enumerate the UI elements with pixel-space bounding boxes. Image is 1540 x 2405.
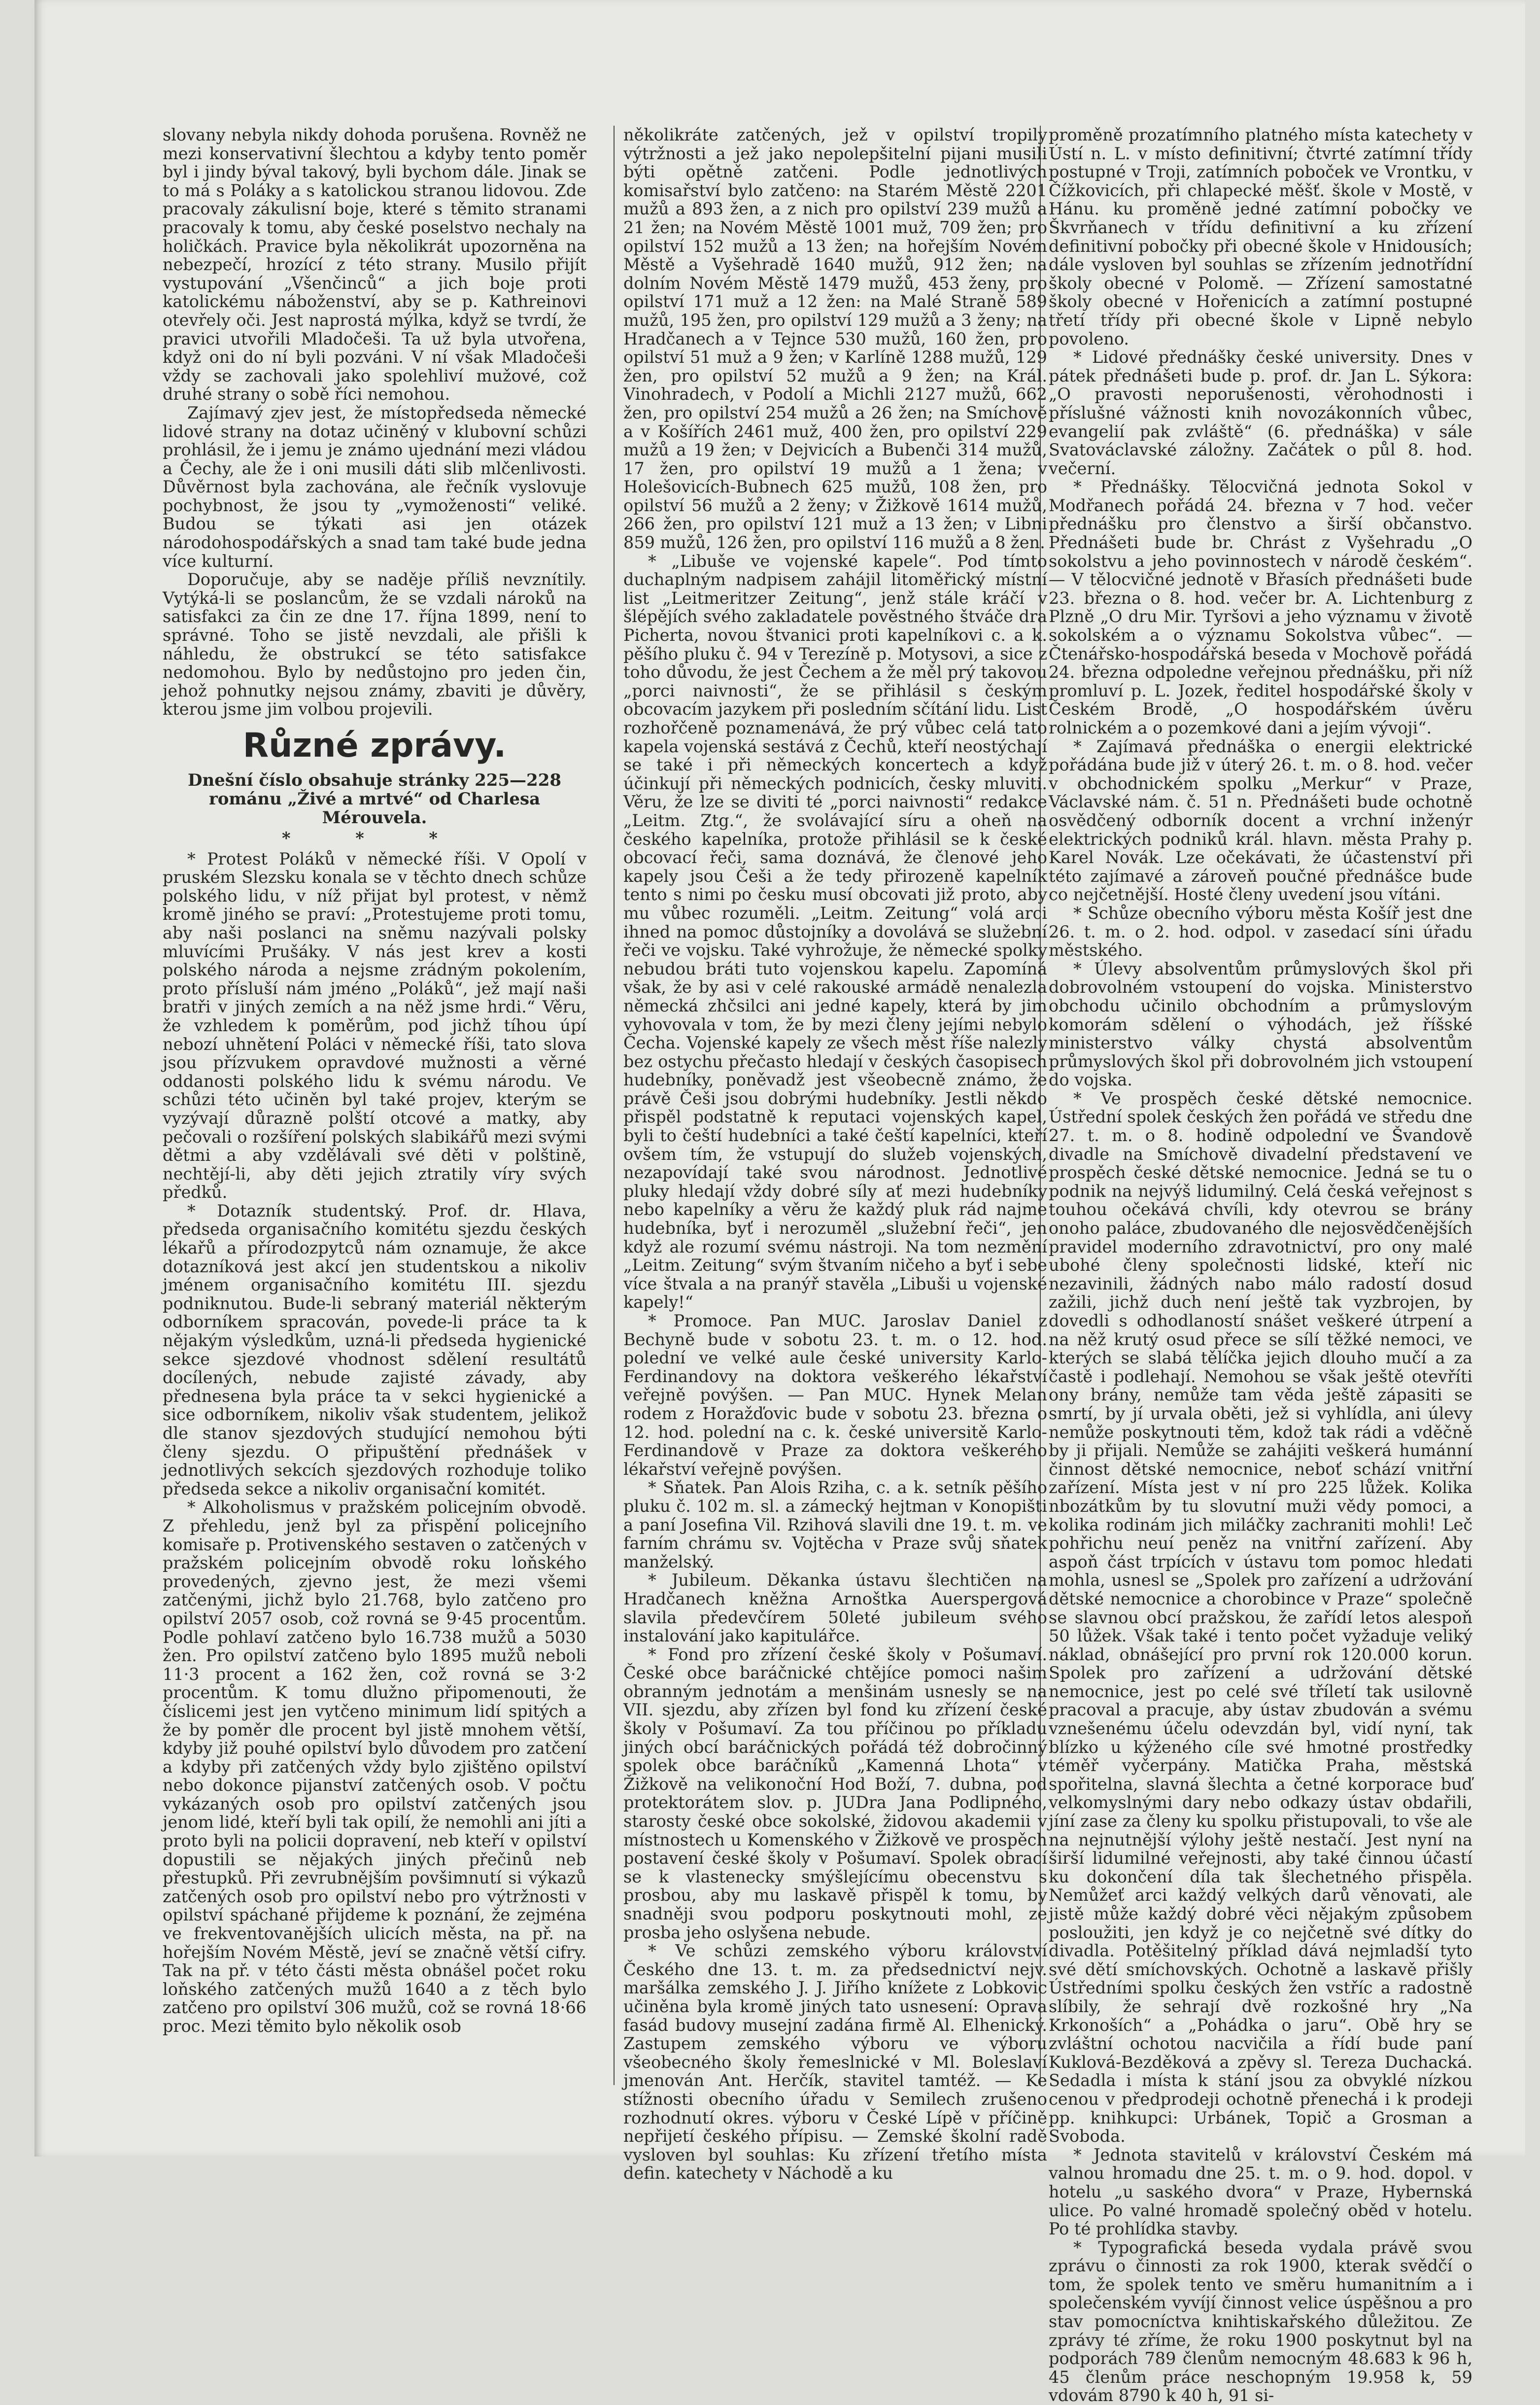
- column-3: [1049, 125, 1472, 2405]
- news-item: * Dotazník studentský. Prof. dr. Hlava, předseda organisačního komitétu sjezdu českých lékařů a přírodozpytců nám oznamuje, že akce dotazníková jest akcí jen studentskou a nikoliv jménem organisačního komitétu III. sjezdu podniknutou. Bude-li sebraný materiál některým odborníkem spracován, povede-li práce ta k nějakým výsledkům, uzná-li předseda hygienické sekce sjezdové vhodnost sdělení resultátů docílených, nebude zajisté závady, aby přednesena byla práce ta v sekci hygienické a sice odborníkem, nikoliv však studentem, jelikož dle stanov sjezdových studující nemohou býti členy sjezdu. O připuštění přednášek v jednotlivých sekcích sjezdových rozhoduje toliko předseda sekce a nikoliv organisační komitét.: [163, 1201, 586, 1499]
- news-item: * Lidové přednášky české university. Dnes v pátek přednášeti bude p. prof. dr. Jan L. Sýkora: „O pravosti neporušenosti, věrohodnosti i příslušné vážnosti knih novozákonních vůbec, evangelií pak zvláště“ (6. přednáška) v sále Svatováclavské záložny. Začátek o půl 8. hod. večerní.: [1049, 348, 1472, 478]
- column-rule: [614, 126, 615, 2085]
- news-item: proměně prozatímního platného místa katechety v Ústí n. L. v místo definitivní; čtvrté zatímní třídy postupné v Troji, zatímních poboček ve Vrontku, v Čížkovicích, při chlapecké měšť. škole v Mostě, v Hánu. ku proměně jedné zatímní pobočky ve Škvrňanech v třídu definitivní a ku zřízení definitivní pobočky při obecné škole v Hnidousích; dále vysloven byl souhlas se zřízením jednotřídní školy obecné v Polomě. — Zřízení samostatné školy obecné v Hořenicích a zatímní postupné třetí třídy při obecné škole v Lipně nebylo povoleno.: [1049, 125, 1472, 349]
- news-item: několikráte zatčených, jež v opilství tropily výtržnosti a jež jako nepolepšitelní pijani musili býti opětně zatčeni. Podle jednotlivých komisařství bylo zatčeno: na Starém Městě 2201 mužů a 893 žen, a z nich pro opilství 239 mužů a 21 žen; na Novém Městě 1001 muž, 709 žen; pro opilství 152 mužů a 13 žen; na hořejším Novém Městě a Vyšehradě 1640 mužů, 912 žen; na dolním Novém Městě 1479 mužů, 453 ženy, pro opilství 171 muž a 12 žen: na Malé Straně 589 mužů, 195 žen, pro opilství 129 mužů a 3 ženy; na Hradčanech a v Tejnce 530 mužů, 160 žen, pro opilství 51 muž a 9 žen; v Karlíně 1288 mužů, 129 žen, pro opilství 52 mužů a 9 žen; na Král. Vinohradech, v Podolí a Michli 2127 mužů, 662 žen, pro opilství 254 mužů a 26 žen; na Smíchově a v Košířích 2461 muž, 400 žen, pro opilství 229 mužů a 19 žen; v Dejvicích a Bubenči 314 mužů, 17 žen, pro opilství 19 mužů a 1 žena; v Holešovicích-Bubnech 625 mužů, 108 žen, pro opilství 56 mužů a 2 ženy; v Žižkově 1614 mužů, 266 žen, pro opilství 121 muž a 13 žen; v Libni 859 mužů, 126 žen, pro opilství 116 mužů a 8 žen.: [623, 125, 1047, 553]
- news-item: * Ve prospěch české dětské nemocnice. Ústřední spolek českých žen pořádá ve středu dne 27. t. m. o 8. hodině odpolední ve Švandově divadle na Smíchově divadelní představení ve prospěch české dětské nemocnice. Jedná se tu o podnik na nejvýš lidumilný. Celá česká veřejnost s touhou očekává chvíli, kdy otevrou se brány onoho paláce, zbudovaného dle nejosvědčenějších pravidel moderního zdravotnictví, pro ony malé ubohé členy společnosti lidské, kteří nic nezavinili, žádných nabo málo radostí dosud zažili, jichž duch není ještě tak vyzbrojen, by dovedli s odhodlaností snášet veškeré útrpení a na něž krutý osud přece se sílí těžké nemoci, ve kterých se slabá tělíčka jejich dlouho mučí a za častě i podlehají. Nemohou se však ještě otevříti ony brány, nemůže tam věda ještě zápasiti se smrtí, by jí urvala oběti, jež si vyhlídla, ani úlevy nemůže poskytnouti těm, kdož tak rádi a vděčně by ji přijali. Nemůže se zahájiti veškerá humánní činnost dětské nemocnice, neboť schází vnitřní zařízení. Místa jest v ní pro 225 lůžek. Kolika nbozátkům by tu slovutní muži vědy pomoci, a kolika rodinám jich miláčky zachraniti mohli! Leč pohřichu neuí peněz na vnitřní zařízení. Aby aspoň část trpících v ústavu tom pomoc hledati mohla, usnesl se „Spolek pro zařízení a udržování dětské nemocnice a chorobince v Praze“ společně se slavnou obcí pražskou, že zařídí letos alespoň 50 lůžek. Však také i tento počet vyžaduje veliký náklad, obnášející pro první rok 120.000 korun. Spolek pro zařízení a udržování dětské nemocnice, jest po celé své tříletí tak usilovně pracoval a pracuje, aby ústav zbudován a svému vznešenému účelu odevzdán byl, vidí nyní, tak blízko u kýženého cíle své hmotné prostředky téměř vyčerpány. Matička Praha, městská spořitelna, slavná šlechta a četné korporace buď velkomyslnými dary nebo odkazy ústav obdařili, jíní zase za členy ku spolku přistupovali, to vše ale na nejnutnější výlohy ještě nestačí. Jest nyní na širší lidumilné veřejnosti, aby také činnou účastí ku dokončení díla tak šlechetného přispěla. Nemůžeť arci každý velkých darů věnovati, ale jistě může každý dobré věci nějakým způsobem posloužiti, jen když je co nejčetně své dítky do divadla. Potěšitelný příklad dává nejmladší tyto své dětí smíchovských. Ochotně a laskavě přišly Ústředními spolku českých žen vstříc a radostně slíbily, že sehrají dvě rozkošné hry „Na Krkonoších“ a „Pohádka o jaru“. Obě hry se zvláštní ochotou nacvičila a řídí bude paní Kuklová-Bezděková a zpěvy sl. Tereza Duchacká. Sedadla i místa k stání jsou za obvyklé nízkou cenou v předprodeji ochotně přenechá i k prodeji pp. knihkupci: Urbánek, Topič a Grosman a Svoboda.: [1049, 1088, 1472, 2146]
- news-item: * Typografická beseda vydala právě svou zprávu o činnosti za rok 1900, kterak svědčí o tom, že spolek tento ve směru humanitním a i společenském vyvíjí činnost velice úspěšnou a pro stav pomocníctva knihtiskařského důležitou. Ze zprávy té zříme, že roku 1900 poskytnut byl na podporách 789 členům nemocným 48.683 k 96 h, 45 členům práce neschopným 19.958 k, 59 vdovám 8790 k 40 h, 91 si-: [1049, 2237, 1472, 2405]
- news-item: * Sňatek. Pan Alois Rziha, c. a k. setník pěšího pluku č. 102 m. sl. a zámecký hejtman v Konopišti a paní Josefina Vil. Rzihová slavili dne 19. t. m. ve farním chrámu sv. Vojtěcha v Praze svůj sňatek manželský.: [623, 1478, 1047, 1571]
- news-item: * Promoce. Pan MUC. Jaroslav Daniel z Bechyně bude v sobotu 23. t. m. o 12. hod. polední ve velké aule české university Karlo-Ferdinandovy na doktora veškerého lékařství veřejně povýšen. — Pan MUC. Hynek Melan rodem z Horažďovic bude v sobotu 23. března o 12. hod. polední na c. k. české universitě Karlo-Ferdinandově v Praze za doktora veškerého lékařství veřejně povýšen.: [623, 1311, 1047, 1479]
- column-1: [163, 126, 586, 2088]
- news-item: * „Libuše ve vojenské kapele“. Pod tímto duchaplným nadpisem zahájil litoměřický místní list „Leitmeritzer Zeitung“, jenž stále kráčí v šlépějích svého zakladatele pověstného štváče dra Picherta, novou štvanici proti kapelníkovi c. a k. pěšího pluku č. 94 v Terezíně p. Motysovi, a sice z toho důvodu, že jest Čechem a že měl prý takovou „porci naivnosti“, že se přihlásil s českým obcovacím jazykem při posledním sčítání lidu. List rozhořčeně poznamenává, že prý vůbec celá tato kapela vojenská sestává z Čechů, kteří neostýchají se také i při německých koncertech a když účinkují při německých podnicích, česky mluviti. Věru, že lze se diviti té „porci naivnosti“ redakce „Leitm. Ztg.“, že svolávající síru a oheň na českého kapelníka, protože přihlásil se k české obcovací řeči, sama doznává, že členové jeho kapely jsou Češi a že tedy přirozeně kapelník tento s nimi po česku musí obcovati již proto, aby mu vůbec rozuměli. „Leitm. Zeitung“ volá arci ihned na pomoc důstojníky a dovolává se služební řeči ve vojsku. Také vyhrožuje, že německé spolky nebudou bráti tuto vojenskou kapelu. Zapomíná však, že by asi v celé rakouské armádě nenalezla německá zhčsilci ani jedné kapely, která by jim vyhovovala v tom, že by mezi členy jejími nebylo Čecha. Vojenské kapely ze všech měst říše nalezly bez ostychu přečasto hledají v českých časopisech hudebníky, poněvadž jest všeobecně známo, že právě Češi jsou dobrými hudebníky. Jestli někdo přispěl podstatně k reputaci vojenských kapel, byli to čeští hudebníci a také čeští kapelníci, kteří ovšem tím, že vstupují do služeb vojenských, nezapovídají také svou národnost. Jednotlivé pluky hledají vždy dobré síly ať mezi hudebníky nebo kapelníky a věru že každý pluk rád najme hudebníka, byť i nerozuměl „služební řeči“, jen když ale rozumí svému nástroji. Na tom nezmění „Leitm. Zeitung“ svým štvaním ničeho a byť i sebe více štvala a na pranýř stavěla „Libuši u vojenské kapely!“: [623, 551, 1047, 1312]
- news-item: * Alkoholismus v pražském policejním obvodě. Z přehledu, jenž byl za přispění policejního komisaře p. Protivenského sestaven o zatčených v pražském policejním obvodě roku loňského provedených, zjevno jest, že mezi všemi zatčenými, jichž bylo 21.768, bylo zatčeno pro opilství 2057 osob, což rovná se 9·45 procentům. Podle pohlaví zatčeno bylo 16.738 mužů a 5030 žen. Pro opilství zatčeno bylo 1895 mužů neboli 11·3 procent a 162 žen, což rovná se 3·2 procentům. K tomu dlužno připomenouti, že číslicemi jest jen vytčeno minimum lidí spitých a že by poměr dle procent byl jistě mnohem větší, kdyby již pouhé opilství bylo důvodem pro zatčení a kdyby při zatčených vždy bylo zjištěno opilství nebo dokonce pijanství zatčených osob. V počtu vykázaných osob pro opilství zatčených jsou jenom lidé, kteří byli tak opilí, že nemohli ani jíti a proto byli na policii dopravení, neb kteří v opilství dopustili se nějakých jiných přečinů neb přestupků. Při zevrubnějším povšimnutí si výkazů zatčených osob pro opilství nebo pro výtržnosti v opilství spáchané přijdeme k poznání, že zejména ve frekventovanějších ulicích města, na př. na hořejším Novém Městě, jeví se značně větší cifry. Tak na př. v této části města obnášel počet roku loňského zatčených mužů 1640 a z těch bylo zatčeno pro opilství 306 mužů, což se rovná 18·66 proc. Mezi těmito bylo několik osob: [163, 1498, 586, 2036]
- news-item: * Ve schůzi zemského výboru království Českého dne 13. t. m. za předsednictví nejv. maršálka zemského J. J. Jiřího knížete z Lobkovic učiněna byla kromě jiných tato usnesení: Oprava fasád budovy musejní zadána firmě Al. Elhenický. Zastupem zemského výboru ve výboru všeobecného školy řemeslnické v Ml. Boleslaví jmenován Ant. Herčík, stavitel tamtéž. — Ke stížnosti obecního úřadu v Semilech zrušeno rozhodnutí okres. výboru v České Lípě v příčině nepřijetí českého přípisu. — Zemské školní radě vysloven byl souhlas: Ku zřízení třetího místa defin. katechety v Náchodě a ku: [623, 1941, 1047, 2183]
- news-item: * Protest Poláků v německé říši. V Opolí v pruském Slezsku konala se v těchto dnech schůze polského lidu, v níž přijat byl protest, v němž kromě jiného se praví: „Protestujeme proti tomu, aby naši poslanci na sněmu nazývali polsky mluvícími Prušáky. V nás jest krev a kosti polského národa a nejsme zrádným pokolením, proto přísluší nám jméno „Poláků“, jež mají naši bratři v jiných zemích a na něž jsme hrdi.“ Věru, že vzhledem k poměrům, pod jichž tíhou úpí nebozí uhnětení Poláci v německé říši, tato slova jsou přízvukem opravdové mužnosti a věrné oddanosti polského lidu k svému národu. Ve schůzi této učiněn byl také projev, kterým se vyzývají důrazně polští otcové a matky, aby pečovali o rozšíření polských slabikářů mezi svými dětmi a aby vzdělávali své děti v polštině, nechtějí-li, aby děti jejich ztratily víry svých předků.: [163, 849, 586, 1202]
- section-heading: Různé zprávy.: [242, 726, 507, 765]
- news-item: * Jednota stavitelů v království Českém má valnou hromadu dne 25. t. m. o 9. hod. dopol. v hotelu „u saského dvora“ v Praze, Hybernská ulice. Po valné hromadě společný oběd v hotelu. Po té prohlídka stavby.: [1049, 2145, 1472, 2239]
- article-paragraph: Doporučuje, aby se naděje příliš nevznítily. Vytýká-li se poslancům, že se vzdali nároků na satisfakci za čin ze dne 17. října 1899, není to správné. Toho se jistě nevzdali, ale přišli k náhledu, že obstrukcí se této satisfakce nedomohou. Bylo by nedůstojno pro jeden čin, jehož pohnutky nejsou známy, zbaviti je důvěry, kterou jsme jim volbou projevili.: [163, 570, 586, 719]
- news-item: * Fond pro zřízení české školy v Pošumaví. České obce baráčnické chtějíce pomoci našim obranným jednotám a menšinám usnesly se na VII. sjezdu, aby zřízen byl fond ku zřízení české školy v Pošumaví. Za tou příčinou po příkladu jiných obcí baráčnických pořádá též dobročinný spolek obce baráčníků „Kamenná Lhota“ v Žižkově na velikonoční Hod Boží, 7. dubna, pod protektorátem slov. p. JUDra Jana Podlipného, starosty české obce sokolské, židovou akademii v místnostech u Komenského v Žižkově ve prospěch postavení české školy v Pošumaví. Spolek obrací se k vlastenecky smýšlejícímu obecenstvu s prosbou, aby mu laskavě přispěl k tomu, by snadněji svou podporu poskytnouti mohl, ze prosba jeho oslyšena nebude.: [623, 1644, 1047, 1942]
- column-2: [623, 125, 1047, 2183]
- section-lead: Dnešní číslo obsahuje stránky 225—228 románu „Živé a mrtvé“ od Charlesa Mérouvela.: [187, 770, 562, 828]
- separator-stars: * * *: [282, 829, 467, 848]
- news-item: * Schůze obecního výboru města Košíř jest dne 26. t. m. o 2. hod. odpol. v zasedací síni úřadu městského.: [1049, 903, 1472, 960]
- news-item: * Úlevy absolventům průmyslových škol při dobrovolném vstoupení do vojska. Ministerstvo obchodu učinilo obchodním a průmyslovým komorám sdělení o výhodách, jež říšské ministerstvo války chystá absolventům průmyslových škol při dobrovolném jich vstoupení do vojska.: [1049, 959, 1472, 1090]
- news-item: * Zajímavá přednáška o energii elektrické pořádána bude již v úterý 26. t. m. o 8. hod. večer v obchodnickém spolku „Merkur“ v Praze, Václavské nám. č. 51 n. Přednášeti bude ochotně osvědčený odborník docent a vrchní inženýr elektrických podniků král. hlavn. města Prahy p. Karel Novák. Lze očekávati, že účastenství při této zajímavé a zároveň poučné přednášce bude co nejčetnější. Hosté členy uvedení jsou vítáni.: [1049, 736, 1472, 905]
- news-item: * Jubileum. Děkanka ústavu šlechtičen na Hradčanech kněžna Arnoštka Auerspergová slavila předevčírem 50leté jubileum svého instalování jako kapitulářce.: [623, 1570, 1047, 1646]
- article-paragraph: slovany nebyla nikdy dohoda porušena. Rovněž ne mezi konservativní šlechtou a kdyby tento poměr byl i jindy býval takový, byli bychom dále. Jinak se to má s Poláky a s katolickou stranou lidovou. Zde pracovaly zákulisní boje, které s těmito stranami pracovaly k tomu, aby české poselstvo nechaly na holičkách. Pravice byla několikrát upozorněna na nebezpečí, hrozící z této strany. Musilo přijít vystupování „Všenčinců“ a jich boje proti katolickému náboženství, aby se p. Kathreinovi otevřely oči. Jest naprostá mýlka, když se tvrdí, že pravici utvořili Mladočeši. Ta už byla utvořena, když oni do ní byli pozváni. V ní však Mladočeši vždy se zachovali jako spolehliví mužové, což druhé strany o sobě říci nemohou.: [163, 125, 586, 404]
- news-item: * Přednášky. Tělocvičná jednota Sokol v Modřanech pořádá 24. března v 7 hod. večer přednášku pro členstvo a širší občanstvo. Přednášeti bude br. Chrást z Vyšehradu „O sokolstvu a jeho povinnostech v národě českém“. — V tělocvičné jednotě v Břasích přednášeti bude 23. března o 8. hod. večer br. A. Lichtenburg z Plzně „O dru Mir. Tyršovi a jeho významu v životě sokolském a o významu Sokolstva vůbec“. — Čtenářsko-hospodářská beseda v Mochově pořádá 24. března odpoledne veřejnou přednášku, při níž promluví p. L. Jozek, ředitel hospodářské školy v Českém Brodě, „O hospodářském úvěru rolnickém a o pozemkové dani a jejím vývoji“.: [1049, 477, 1472, 737]
- article-paragraph: Zajímavý zjev jest, že místopředseda německé lidové strany na dotaz učiněný v klubovní schůzi prohlásil, že i jemu je známo ujednání mezi vládou a Čechy, ale že i oni musili dáti slib mlčenlivosti. Důvěrnost byla zachována, ale řečník vyslovuje pochybnost, že jsou ty „vymoženosti“ veliké. Budou se týkati asi jen otázek národohospodářských a snad tam také bude jedna více kulturní.: [163, 403, 586, 571]
